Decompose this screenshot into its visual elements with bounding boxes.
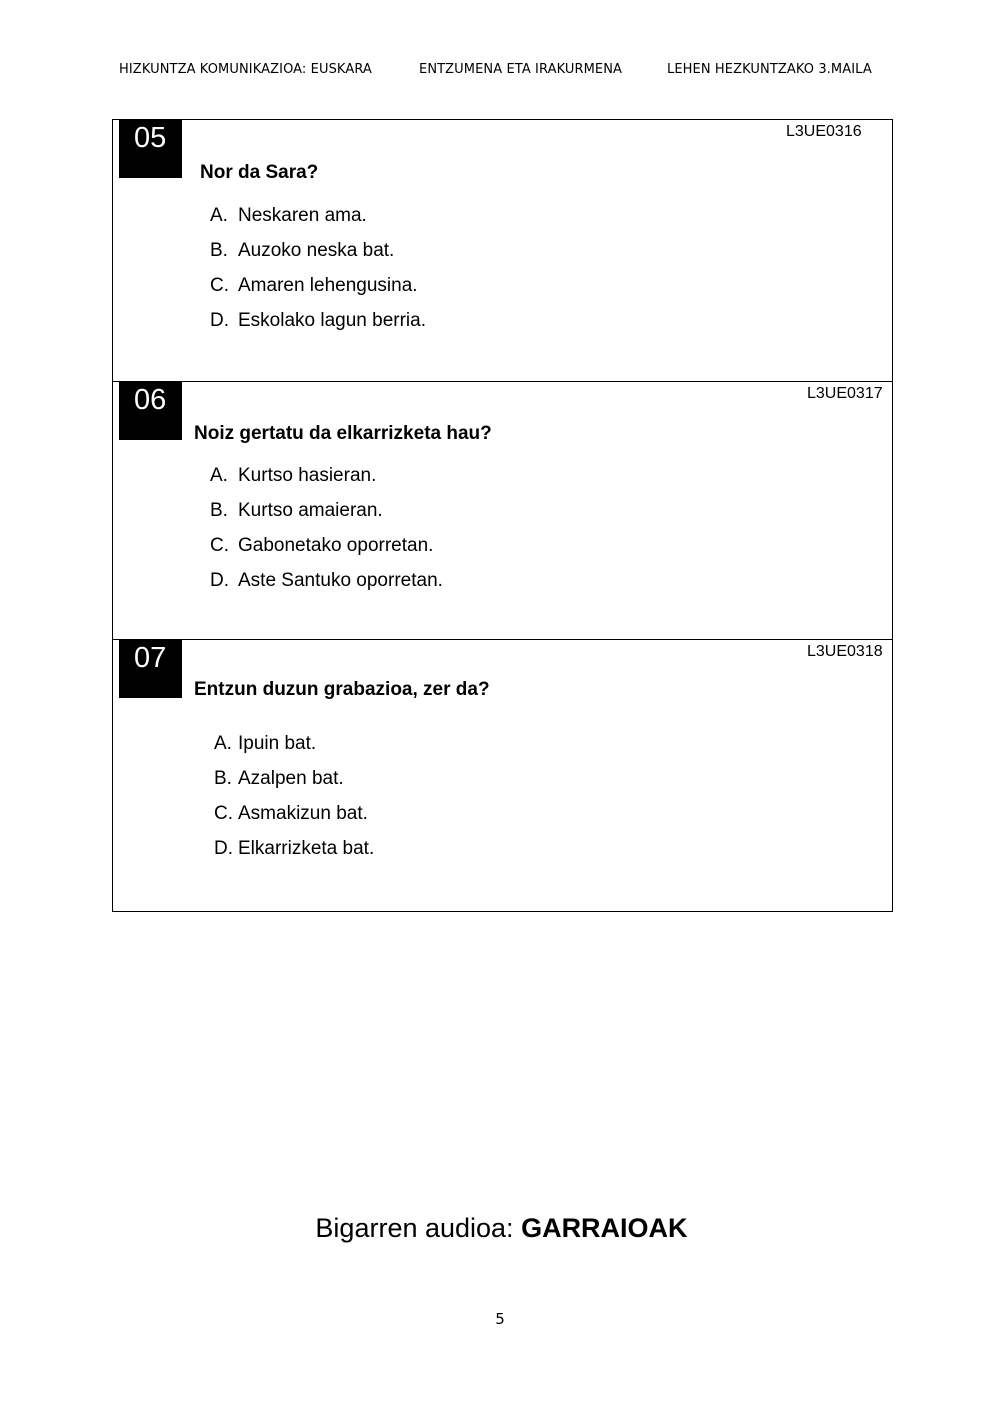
- page-header: [0, 62, 1000, 82]
- option-letter: D.: [214, 838, 233, 859]
- option-text: Ipuin bat.: [238, 733, 317, 754]
- question-number: 05: [119, 120, 182, 178]
- option-letter: A.: [210, 465, 228, 486]
- option-letter: A.: [210, 205, 228, 226]
- answer-options: [210, 205, 426, 345]
- answer-option-c[interactable]: [214, 803, 374, 838]
- option-letter: D.: [210, 570, 229, 591]
- section-title: [0, 1213, 1000, 1244]
- question-number: 07: [119, 640, 182, 698]
- answer-option-c[interactable]: [210, 535, 443, 570]
- answer-option-b[interactable]: [210, 240, 426, 275]
- question-text: Nor da Sara?: [200, 162, 319, 183]
- option-letter: B.: [210, 500, 228, 521]
- option-letter: A.: [214, 733, 232, 754]
- header-skill: ENTZUMENA ETA IRAKURMENA: [419, 62, 623, 77]
- question-box-07: [112, 639, 893, 912]
- option-text: Gabonetako oporretan.: [238, 535, 434, 556]
- header-grade: LEHEN HEZKUNTZAKO 3.MAILA: [667, 62, 872, 77]
- section-title-prefix: Bigarren audioa:: [315, 1213, 522, 1243]
- option-text: Kurtso amaieran.: [238, 500, 383, 521]
- header-subject: HIZKUNTZA KOMUNIKAZIOA: EUSKARA: [119, 62, 372, 77]
- answer-option-a[interactable]: [214, 733, 374, 768]
- option-letter: B.: [214, 768, 232, 789]
- option-letter: C.: [210, 535, 229, 556]
- option-text: Asmakizun bat.: [238, 803, 368, 824]
- question-code: L3UE0317: [807, 385, 883, 402]
- option-text: Amaren lehengusina.: [238, 275, 418, 296]
- answer-option-b[interactable]: [210, 500, 443, 535]
- section-title-topic: GARRAIOAK: [521, 1213, 688, 1243]
- answer-option-d[interactable]: [214, 838, 374, 873]
- option-text: Neskaren ama.: [238, 205, 367, 226]
- answer-option-a[interactable]: [210, 465, 443, 500]
- option-text: Auzoko neska bat.: [238, 240, 395, 261]
- question-box-06: [112, 381, 893, 640]
- answer-option-d[interactable]: [210, 310, 426, 345]
- page-number: 5: [495, 1310, 505, 1328]
- answer-option-c[interactable]: [210, 275, 426, 310]
- answer-option-b[interactable]: [214, 768, 374, 803]
- option-text: Kurtso hasieran.: [238, 465, 377, 486]
- question-code: L3UE0316: [786, 123, 862, 140]
- option-letter: B.: [210, 240, 228, 261]
- question-text: Entzun duzun grabazioa, zer da?: [194, 679, 490, 700]
- question-box-05: [112, 119, 893, 382]
- option-text: Aste Santuko oporretan.: [238, 570, 443, 591]
- option-letter: C.: [210, 275, 229, 296]
- answer-options: [210, 465, 443, 605]
- option-text: Azalpen bat.: [238, 768, 344, 789]
- option-text: Elkarrizketa bat.: [238, 838, 375, 859]
- answer-option-a[interactable]: [210, 205, 426, 240]
- question-number: 06: [119, 382, 182, 440]
- question-code: L3UE0318: [807, 643, 883, 660]
- option-letter: D.: [210, 310, 229, 331]
- answer-options: [214, 733, 374, 873]
- option-letter: C.: [214, 803, 233, 824]
- option-text: Eskolako lagun berria.: [238, 310, 426, 331]
- question-text: Noiz gertatu da elkarrizketa hau?: [194, 423, 492, 444]
- answer-option-d[interactable]: [210, 570, 443, 605]
